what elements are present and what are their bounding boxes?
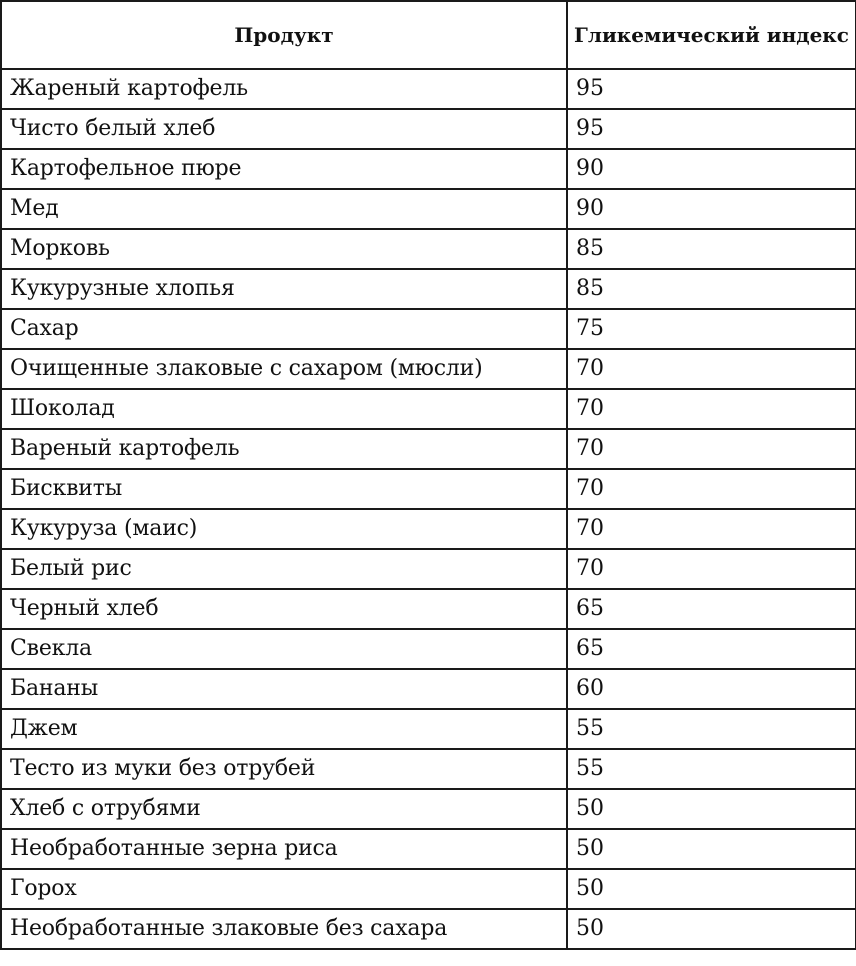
product-cell: Белый рис [1,549,567,589]
glycemic-index-cell: 55 [567,749,856,789]
header-product: Продукт [1,1,567,69]
product-cell: Горох [1,869,567,909]
table-row [1,589,856,629]
table-row [1,309,856,349]
product-cell: Сахар [1,309,567,349]
table-row [1,109,856,149]
glycemic-index-cell: 90 [567,149,856,189]
table-row [1,869,856,909]
glycemic-index-cell: 65 [567,629,856,669]
glycemic-index-cell: 50 [567,909,856,949]
table-row [1,69,856,109]
product-cell: Морковь [1,229,567,269]
product-cell: Бананы [1,669,567,709]
glycemic-index-cell: 55 [567,709,856,749]
glycemic-index-cell: 70 [567,509,856,549]
glycemic-index-cell: 75 [567,309,856,349]
product-cell: Шоколад [1,389,567,429]
table-row [1,149,856,189]
glycemic-index-cell: 60 [567,669,856,709]
product-cell: Хлеб с отрубями [1,789,567,829]
product-cell: Необработанные зерна риса [1,829,567,869]
glycemic-index-cell: 65 [567,589,856,629]
product-cell: Джем [1,709,567,749]
table-row [1,509,856,549]
table-row [1,669,856,709]
glycemic-index-cell: 50 [567,789,856,829]
table-row [1,789,856,829]
table-row [1,709,856,749]
table-body [1,69,856,949]
product-cell: Свекла [1,629,567,669]
header-glycemic-index: Гликемический индекс [567,1,856,69]
glycemic-index-cell: 95 [567,109,856,149]
glycemic-index-cell: 85 [567,269,856,309]
table-row [1,429,856,469]
product-cell: Очищенные злаковые с сахаром (мюсли) [1,349,567,389]
product-cell: Жареный картофель [1,69,567,109]
glycemic-index-cell: 70 [567,389,856,429]
glycemic-index-cell: 95 [567,69,856,109]
table-header [1,1,856,69]
glycemic-index-cell: 85 [567,229,856,269]
product-cell: Мед [1,189,567,229]
table-row [1,909,856,949]
glycemic-index-cell: 50 [567,829,856,869]
table-row [1,229,856,269]
product-cell: Тесто из муки без отрубей [1,749,567,789]
product-cell: Картофельное пюре [1,149,567,189]
table-row [1,349,856,389]
product-cell: Вареный картофель [1,429,567,469]
product-cell: Чисто белый хлеб [1,109,567,149]
table-row [1,749,856,789]
table-row [1,389,856,429]
glycemic-index-cell: 70 [567,349,856,389]
table-row [1,469,856,509]
product-cell: Необработанные злаковые без сахара [1,909,567,949]
table-row [1,629,856,669]
product-cell: Черный хлеб [1,589,567,629]
glycemic-index-cell: 50 [567,869,856,909]
glycemic-index-cell: 70 [567,429,856,469]
table-row [1,829,856,869]
table-row [1,549,856,589]
table-row [1,269,856,309]
product-cell: Кукурузные хлопья [1,269,567,309]
glycemic-index-cell: 90 [567,189,856,229]
product-cell: Бисквиты [1,469,567,509]
table-row [1,189,856,229]
product-cell: Кукуруза (маис) [1,509,567,549]
header-row [1,1,856,69]
glycemic-index-cell: 70 [567,549,856,589]
glycemic-index-cell: 70 [567,469,856,509]
